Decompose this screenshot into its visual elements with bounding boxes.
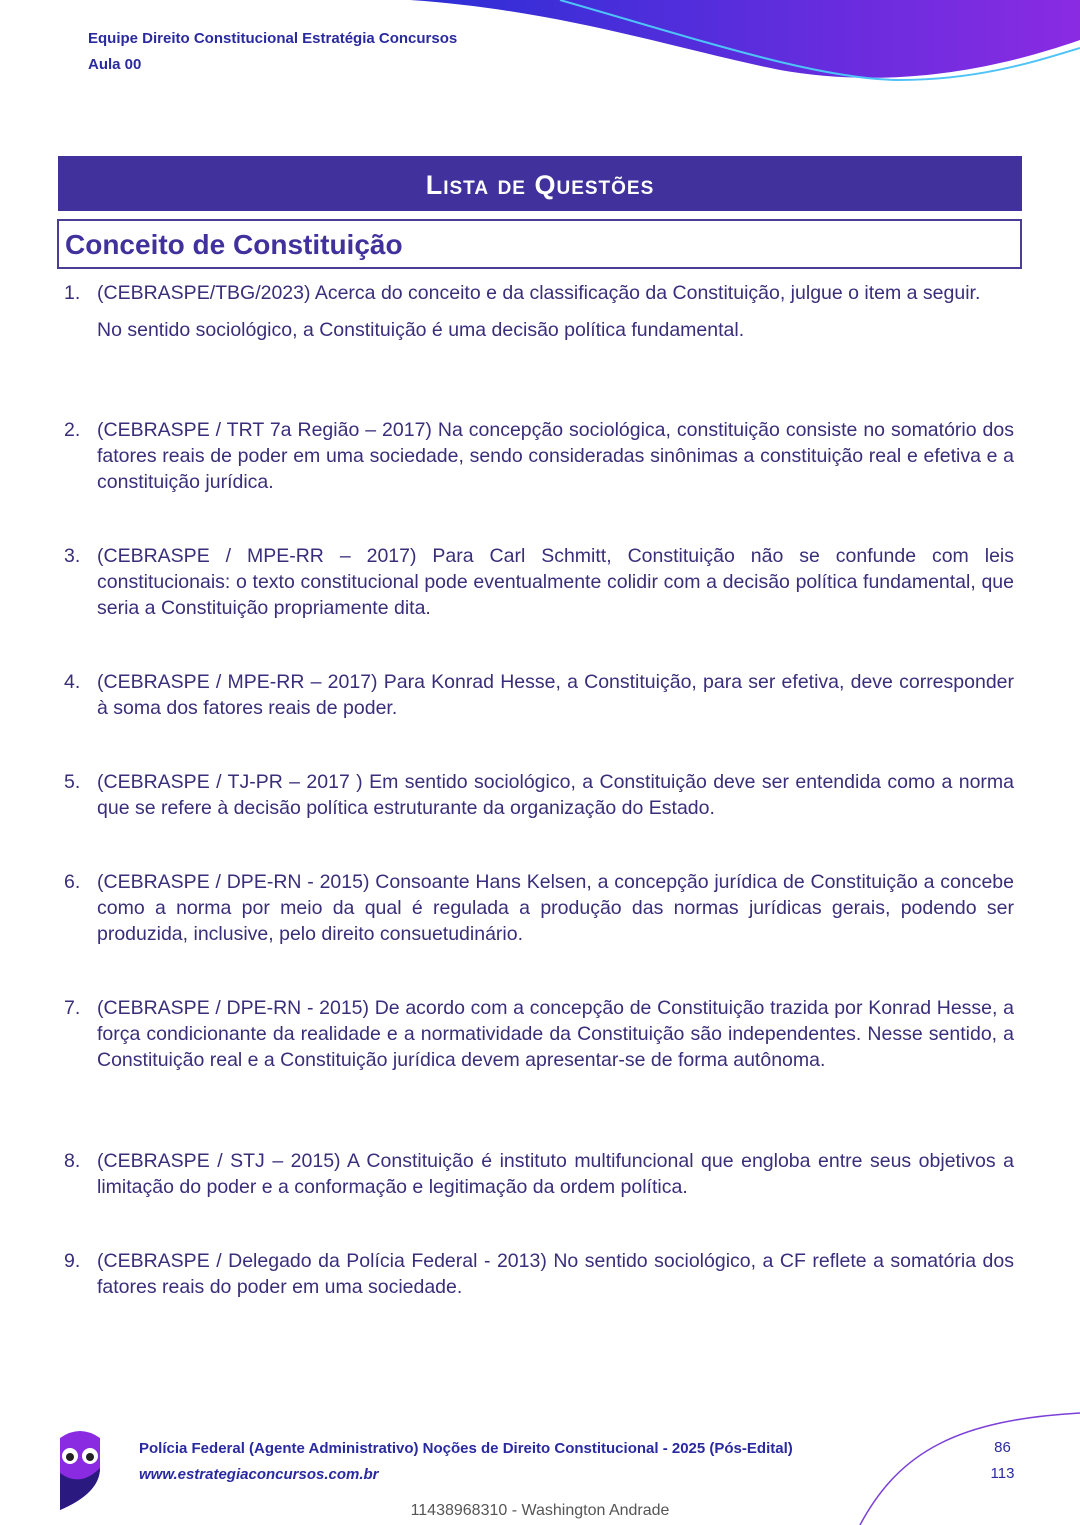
question-text: (CEBRASPE / STJ – 2015) A Constituição é instituto multifuncional que engloba entre seus objetivos a limitação do poder e a conformação e legitimação da ordem política. [97,1150,1014,1198]
question-item [60,1248,1014,1300]
section-title: Conceito de Constituição [57,219,1022,269]
question-number: 7. [64,997,81,1019]
question-item [60,543,1014,621]
question-text: (CEBRASPE / DPE-RN - 2015) De acordo com a concepção de Constituição trazida por Konrad Hesse, a força condicionante da realidade e a normatividade da Constituição são independentes. Nesse sentido, a Constituição real e a Constituição jurídica devem apresentar-se de forma autônoma. [97,997,1014,1071]
question-text: (CEBRASPE / TRT 7a Região – 2017) Na concepção sociológica, constituição consiste no somatório dos fatores reais de poder em uma sociedade, sendo consideradas sinônimas a constituição real e efetiva e a constituição jurídica. [97,419,1014,493]
question-text: (CEBRASPE/TBG/2023) Acerca do conceito e da classificação da Constituição, julgue o item a seguir. [97,282,981,304]
question-text: (CEBRASPE / Delegado da Polícia Federal - 2013) No sentido sociológico, a CF reflete a somatória dos fatores reais do poder em uma sociedade. [97,1250,1014,1298]
header-team: Equipe Direito Constitucional Estratégia Concursos [88,30,458,47]
list-banner: Lista de Questões [58,156,1022,211]
question-item [60,1148,1014,1200]
question-item [60,869,1014,947]
question-text: (CEBRASPE / MPE-RR – 2017) Para Carl Schmitt, Constituição não se confunde com leis constitucionais: o texto constitucional pode eventualmente colidir com a decisão política fundamental, que seria a Constituição propriamente dita. [97,545,1014,619]
question-item [60,995,1014,1073]
question-text: (CEBRASPE / TJ-PR – 2017 ) Em sentido sociológico, a Constituição deve ser entendida como a norma que se refere à decisão política estruturante da organização do Estado. [97,771,1014,819]
question-text: (CEBRASPE / DPE-RN - 2015) Consoante Hans Kelsen, a concepção jurídica de Constituição a concebe como a norma por meio da qual é regulada a produção das normas jurídicas gerais, podendo ser produzida, inclusive, pelo direito consuetudinário. [97,871,1014,945]
footer-site-link[interactable]: www.estrategiaconcursos.com.br [139,1466,379,1483]
question-number: 4. [64,671,81,693]
question-item [60,417,1014,495]
question-text: (CEBRASPE / MPE-RR – 2017) Para Konrad Hesse, a Constituição, para ser efetiva, deve corresponder à soma dos fatores reais de poder. [97,671,1014,719]
question-number: 2. [64,419,81,441]
question-number: 1. [64,282,81,304]
footer-course: Polícia Federal (Agente Administrativo) Noções de Direito Constitucional - 2025 (Pós-Edital) [139,1440,793,1457]
question-item [60,669,1014,721]
page-number: 86 [994,1439,1011,1456]
question-number: 6. [64,871,81,893]
question-number: 5. [64,771,81,793]
header-lesson: Aula 00 [88,56,142,73]
question-number: 9. [64,1250,81,1272]
question-number: 8. [64,1150,81,1172]
owner-watermark: 11438968310 - Washington Andrade [410,1502,670,1519]
question-item [60,769,1014,821]
question-statement: No sentido sociológico, a Constituição é uma decisão política fundamental. [97,319,745,341]
owl-logo-icon [55,1428,105,1513]
question-item [60,280,1014,343]
page-total: 113 [990,1465,1015,1482]
question-number: 3. [64,545,81,567]
